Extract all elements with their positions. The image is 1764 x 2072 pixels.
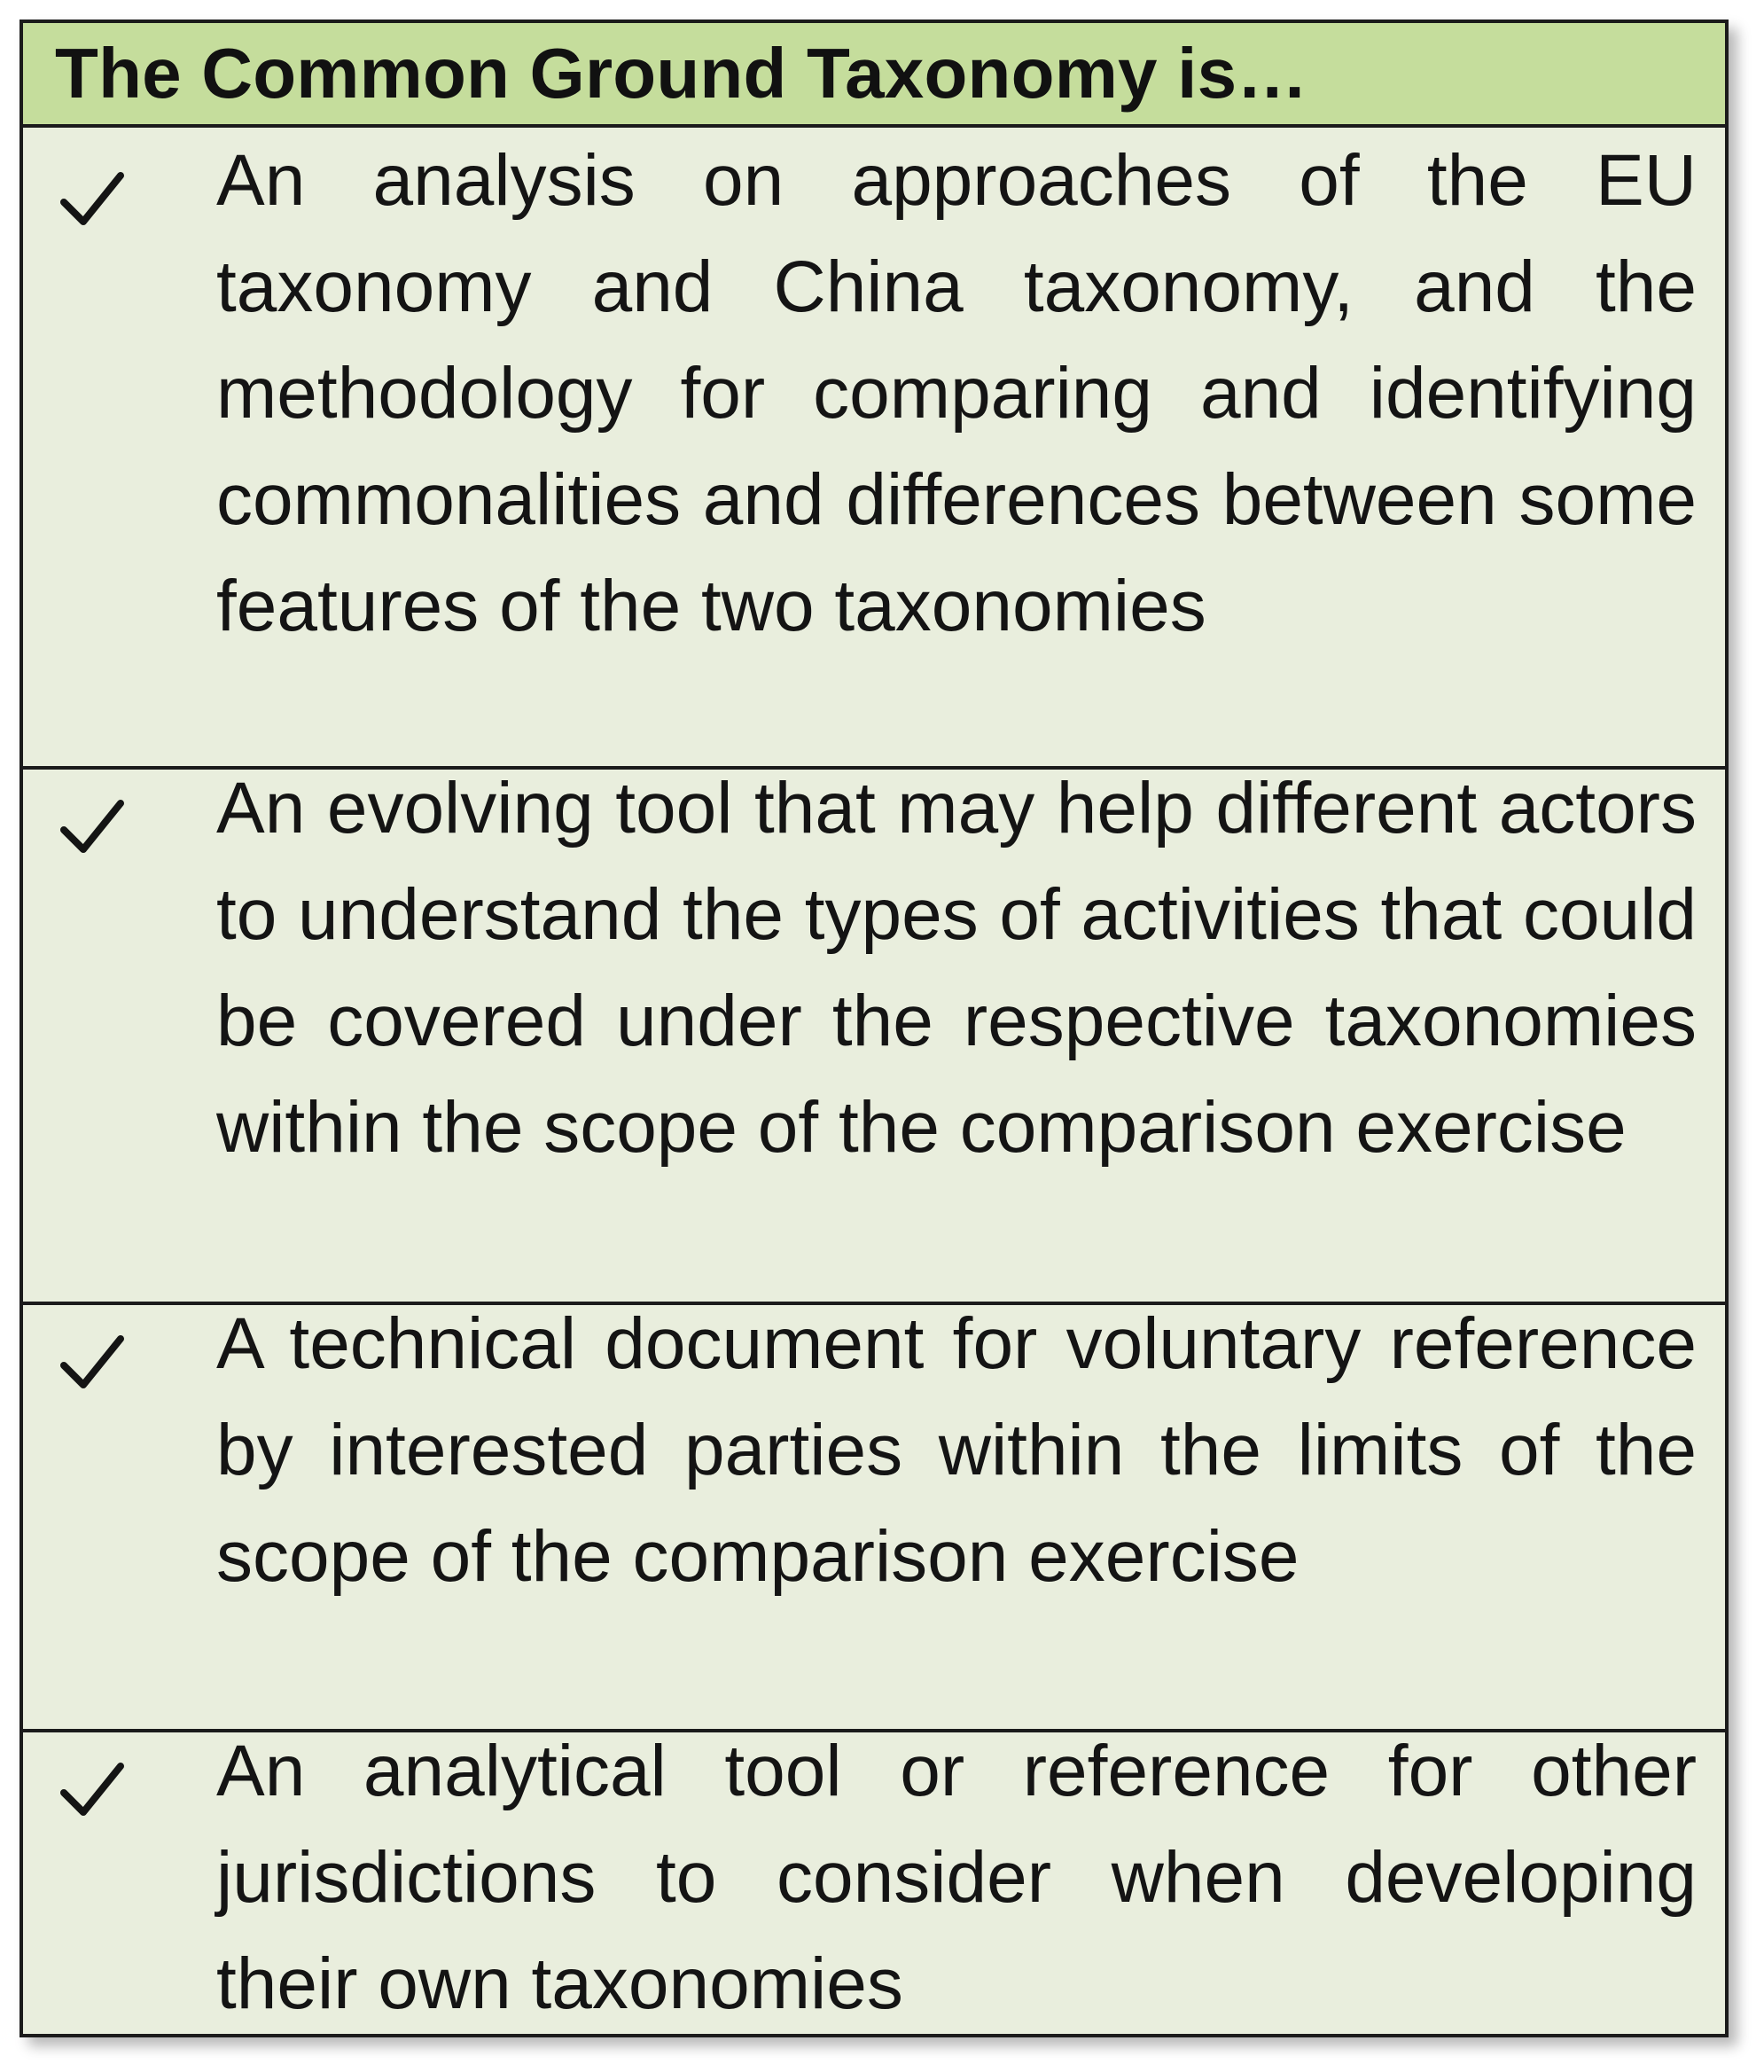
list-item-text: An analytical tool or reference for other jurisdictions to consider when developing their own taxonomies [216,1731,1697,2024]
list-item-text: An evolving tool that may help different actors to understand the types of activities that could be covered under the respective taxonomies within the scope of the comparison exercise [216,768,1697,1168]
list-item [23,766,1725,1302]
page-title: The Common Ground Taxonomy is… [55,34,1308,113]
list-item-text: A technical document for voluntary reference by interested parties within the limits of the scope of the comparison exercise [216,1303,1697,1597]
list-item [23,1729,1725,2037]
list-item [23,128,1725,766]
list-item [23,1302,1725,1729]
taxonomy-summary-box [20,20,1729,2037]
list-item-text: An analysis on approaches of the EU taxonomy and China taxonomy, and the methodology for comparing and identifying commonalities and differences between some features of the two taxonomies [216,140,1697,646]
header-bar [23,23,1725,128]
check-icon [57,1326,128,1397]
check-icon [57,1754,128,1825]
check-icon [57,791,128,862]
check-icon [57,163,128,234]
